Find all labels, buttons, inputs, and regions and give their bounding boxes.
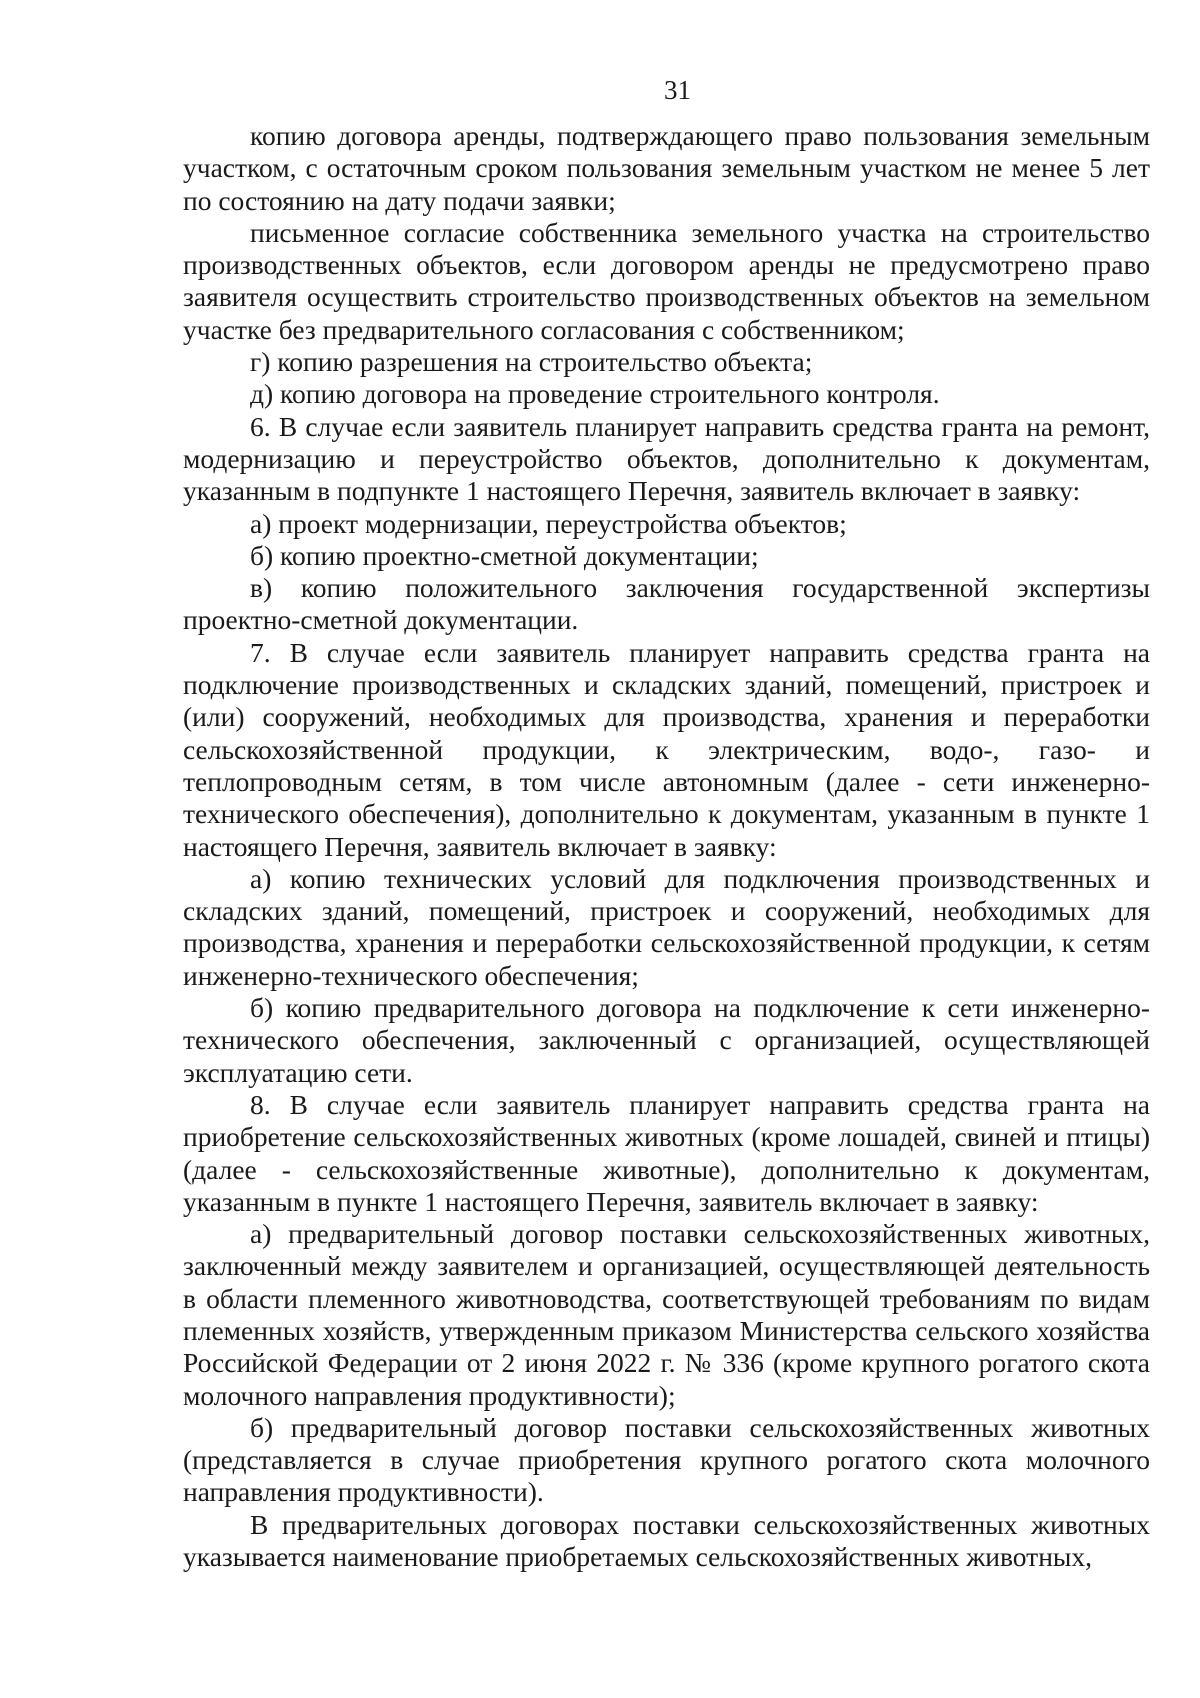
paragraph-section-7: 7. В случае если заявитель планирует направить средства гранта на подключение производственных и складских зданий, помещений, пристроек и (или) сооружений, необходимых для производства, хранения и переработки сельскохозяйственной продукции, к электрическим, водо-, газо- и теплопроводным сетям, в том числе автономным (далее - сети инженерно-технического обеспечения), дополнительно к документам, указанным в пункте 1 настоящего Перечня, заявитель включает в заявку:: [183, 636, 1150, 862]
paragraph-7b: б) копию предварительного договора на подключение к сети инженерно-технического обеспечения, заключенный с организацией, осуществляющей эксплуатацию сети.: [183, 992, 1150, 1088]
paragraph-6v: в) копию положительного заключения государственной экспертизы проектно-сметной документации.: [183, 572, 1150, 636]
paragraph-6b: б) копию проектно-сметной документации;: [250, 539, 759, 571]
paragraph-lease-copy: копию договора аренды, подтверждающего право пользования земельным участком, с остаточным сроком пользования земельным участком не менее 5 лет по состоянию на дату подачи заявки;: [183, 120, 1150, 216]
paragraph-section-8: 8. В случае если заявитель планирует направить средства гранта на приобретение сельскохозяйственных животных (кроме лошадей, свиней и птицы) (далее - сельскохозяйственные животные), дополнительно к документам, указанным в пункте 1 настоящего Перечня, заявитель включает в заявку:: [183, 1088, 1150, 1217]
paragraph-8a: а) предварительный договор поставки сельскохозяйственных животных, заключенный между заявителем и организацией, осуществляющей деятельность в области племенного животноводства, соответствующей требованиям по видам племенных хозяйств, утвержденным приказом Министерства сельского хозяйства Российской Федерации от 2 июня 2022 г. № 336 (кроме крупного рогатого скота молочного направления продуктивности);: [183, 1218, 1150, 1411]
paragraph-section-6: 6. В случае если заявитель планирует направить средства гранта на ремонт, модернизацию и переустройство объектов, дополнительно к документам, указанным в подпункте 1 настоящего Перечня, заявитель включает в заявку:: [183, 410, 1150, 507]
paragraph-contract-details: В предварительных договорах поставки сельскохозяйственных животных указывается наименование приобретаемых сельскохозяйственных животных,: [183, 1508, 1150, 1573]
paragraph-owner-consent: письменное согласие собственника земельного участка на строительство производственных объектов, если договором аренды не предусмотрено право заявителя осуществить строительство производственных объектов на земельном участке без предварительного согласования с собственником;: [183, 216, 1150, 345]
paragraph-8b: б) предварительный договор поставки сельскохозяйственных животных (представляется в случае приобретения крупного рогатого скота молочного направления продуктивности).: [183, 1411, 1150, 1508]
paragraph-7a: а) копию технических условий для подключения производственных и складских зданий, помещений, пристроек и сооружений, необходимых для производства, хранения и переработки сельскохозяйственной продукции, к сетям инженерно-технического обеспечения;: [183, 862, 1150, 991]
paragraph-item-g: г) копию разрешения на строительство объекта;: [250, 346, 813, 378]
document-body: [183, 120, 1150, 1573]
paragraph-6a: а) проект модернизации, переустройства объектов;: [250, 507, 847, 539]
page-number: 31: [664, 75, 691, 105]
paragraph-item-d: д) копию договора на проведение строительного контроля.: [250, 378, 940, 410]
